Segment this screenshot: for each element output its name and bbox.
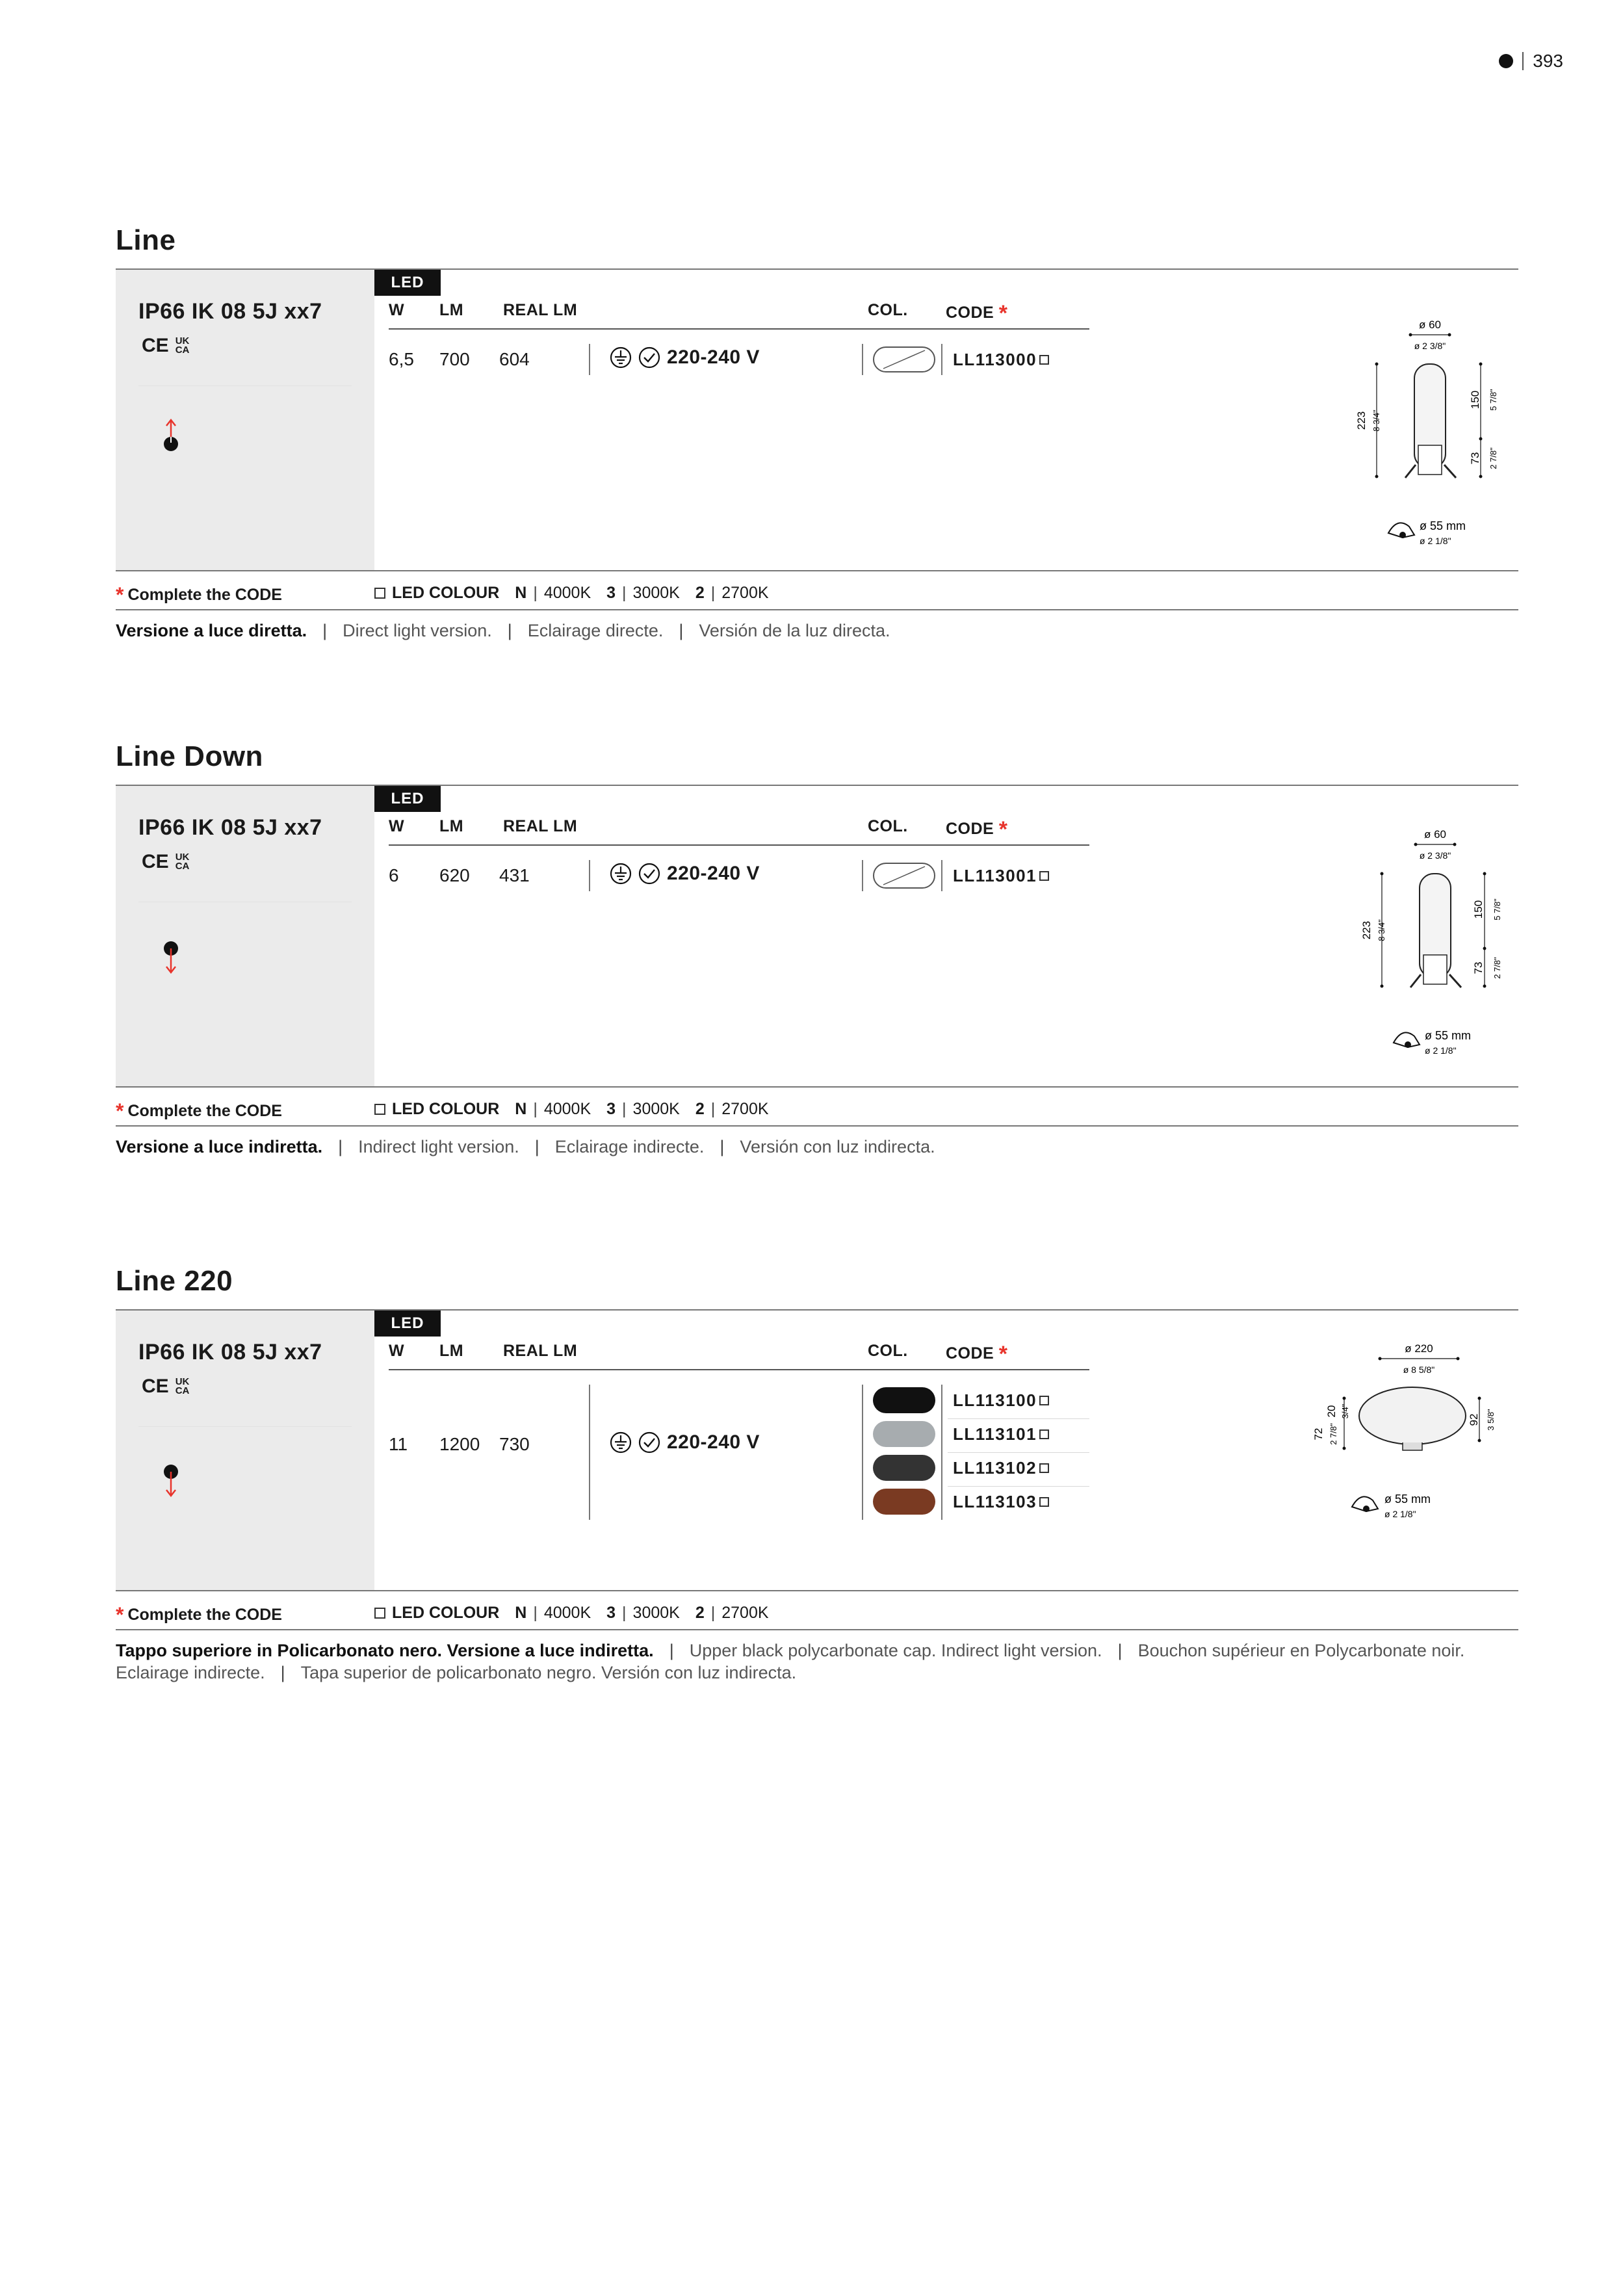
dim-h1-in: 5 7/8" (1488, 389, 1498, 411)
dim-hole-mm: ø 55 mm (1420, 519, 1466, 532)
voltage: 220-240 V (610, 346, 760, 369)
divider (138, 385, 352, 386)
led-tag: LED (374, 786, 441, 812)
description: Versione a luce diretta. | Direct light version. | Eclairage directe. | Versión de la luz directa. (116, 621, 890, 640)
dim-h2-mm: 73 (1469, 452, 1481, 465)
ce-mark: CE (142, 851, 169, 872)
product-section-line (116, 224, 1518, 666)
complete-code-note: * Complete the CODE (116, 1099, 282, 1123)
divider (589, 1385, 590, 1520)
divider (389, 1369, 1089, 1370)
asterisk-icon: * (116, 583, 124, 607)
ip-rating: IP66 IK 08 5J xx7 (138, 815, 322, 840)
col-header-code: CODE * (946, 817, 1008, 842)
dim-h1-in: 5 7/8" (1492, 898, 1502, 920)
ukca-mark: UK CA (175, 852, 190, 872)
col-header-w: W (389, 301, 405, 319)
divider (389, 328, 1089, 330)
code-placeholder-box (374, 1608, 385, 1619)
divider (116, 609, 1518, 610)
divider (948, 1486, 1089, 1487)
asterisk-icon: * (998, 1342, 1008, 1366)
led-tag: LED (374, 1311, 441, 1337)
col-header-col: COL. (868, 817, 908, 835)
col-header-code: CODE * (946, 1342, 1008, 1366)
ip-rating: IP66 IK 08 5J xx7 (138, 1340, 322, 1364)
asterisk-icon: * (116, 1099, 124, 1123)
section-title: Line 220 (116, 1265, 233, 1297)
value-real-lm: 604 (499, 349, 530, 369)
voltage: 220-240 V (610, 1431, 760, 1454)
divider (862, 860, 863, 891)
col-header-lm: LM (439, 301, 464, 319)
dim-c-in: 3 5/8" (1486, 1409, 1496, 1431)
earth-ground-icon (610, 863, 632, 885)
colour-swatch-corten (873, 1489, 935, 1515)
spec-panel (116, 270, 374, 570)
dim-top-mm: ø 60 (1423, 828, 1447, 841)
value-w: 11 (389, 1434, 408, 1454)
certification-marks (142, 335, 189, 357)
dim-height-in: 8 3/4" (1377, 919, 1386, 941)
section-title: Line Down (116, 740, 263, 772)
complete-code-note: * Complete the CODE (116, 1603, 282, 1626)
divider (941, 860, 942, 891)
dim-top-mm: ø 60 (1418, 319, 1442, 331)
col-header-col: COL. (868, 301, 908, 319)
divider (941, 1385, 942, 1520)
product-section-line-220 (116, 1265, 1518, 1720)
col-header-real-lm: REAL LM (503, 1342, 578, 1360)
dim-top-in: ø 2 3/8" (1419, 850, 1451, 861)
dimension-drawing (1338, 315, 1520, 562)
drill-hole-icon (1394, 1032, 1420, 1048)
section-title: Line (116, 224, 176, 256)
colour-swatch-black (873, 1387, 935, 1413)
value-w: 6,5 (389, 349, 414, 369)
divider (116, 1086, 1518, 1088)
dim-a-in: 2 7/8" (1329, 1423, 1338, 1445)
bullet-icon (1499, 54, 1513, 68)
certification-marks (142, 1376, 189, 1398)
col-header-real-lm: REAL LM (503, 301, 578, 319)
ce-mark: CE (142, 1376, 169, 1397)
indirect-light-down-icon (161, 937, 181, 976)
divider (862, 1385, 863, 1520)
product-code: LL113100 (953, 1390, 1049, 1411)
dim-h2-in: 2 7/8" (1488, 447, 1498, 469)
product-code: LL113103 (953, 1492, 1049, 1512)
check-circle-icon (638, 863, 660, 885)
voltage: 220-240 V (610, 863, 760, 885)
dim-c-mm: 92 (1468, 1413, 1480, 1426)
code-placeholder-box (374, 1104, 385, 1115)
code-placeholder-box (1039, 1463, 1049, 1473)
divider (948, 1418, 1089, 1419)
dimension-drawing (1338, 825, 1520, 1072)
value-lm: 700 (439, 349, 470, 369)
earth-ground-icon (610, 1431, 632, 1454)
earth-ground-icon (610, 346, 632, 369)
dim-hole-in: ø 2 1/8" (1420, 536, 1451, 546)
certification-marks (142, 851, 189, 873)
dimension-drawing (1273, 1337, 1520, 1532)
led-colour-options: LED COLOUR N | 4000K 3 | 3000K 2 | 2700K (374, 584, 769, 603)
dim-hole-mm: ø 55 mm (1425, 1029, 1472, 1042)
divider (389, 844, 1089, 846)
page-number-value: 393 (1533, 51, 1563, 71)
product-code: LL113000 (953, 350, 1049, 370)
led-colour-options: LED COLOUR N | 4000K 3 | 3000K 2 | 2700K (374, 1100, 769, 1119)
dim-h2-in: 2 7/8" (1492, 957, 1502, 979)
dim-top-in: ø 2 3/8" (1414, 341, 1446, 351)
check-circle-icon (638, 1431, 660, 1454)
colour-swatch-transparent (873, 863, 935, 889)
ukca-mark: UK CA (175, 1376, 190, 1396)
dim-height-in: 8 3/4" (1371, 410, 1381, 432)
asterisk-icon: * (998, 301, 1008, 326)
description: Tappo superiore in Policarbonato nero. Versione a luce indiretta. | Upper black polycarbonate cap. Indirect light version. | Bouchon supérieur en Polycarbonate noir. Eclairage indirecte. | Tapa superior de policarbonato negro. Versión con luz indirecta. (116, 1641, 1465, 1682)
colour-swatch-grey (873, 1421, 935, 1447)
dim-hole-in: ø 2 1/8" (1384, 1509, 1416, 1519)
spec-panel (116, 786, 374, 1086)
dim-h2-mm: 73 (1472, 961, 1485, 974)
check-circle-icon (638, 346, 660, 369)
ukca-mark: UK CA (175, 335, 190, 356)
colour-swatch-anthracite (873, 1455, 935, 1481)
dim-b-mm: 20 (1325, 1405, 1338, 1418)
led-tag: LED (374, 270, 441, 296)
divider (948, 1452, 1089, 1453)
dim-a-mm: 72 (1312, 1428, 1325, 1441)
product-code: LL113101 (953, 1424, 1049, 1444)
dim-hole-mm: ø 55 mm (1384, 1493, 1431, 1506)
divider (941, 344, 942, 375)
indirect-light-down-icon (161, 1460, 181, 1499)
code-placeholder-box (1039, 1396, 1049, 1405)
value-real-lm: 730 (499, 1434, 530, 1454)
dim-top-mm: ø 220 (1405, 1342, 1433, 1355)
led-colour-options: LED COLOUR N | 4000K 3 | 3000K 2 | 2700K (374, 1604, 769, 1623)
dim-height-mm: 223 (1360, 920, 1373, 940)
drill-hole-icon (1388, 523, 1414, 538)
code-placeholder-box (1039, 355, 1049, 365)
direct-light-up-icon (161, 417, 181, 456)
ce-mark: CE (142, 335, 169, 356)
dim-height-mm: 223 (1355, 411, 1368, 430)
page-number (1499, 51, 1563, 72)
col-header-col: COL. (868, 1342, 908, 1360)
col-header-w: W (389, 817, 405, 835)
col-header-w: W (389, 1342, 405, 1360)
dim-b-in: 3/4" (1340, 1403, 1350, 1419)
code-placeholder-box (1039, 1497, 1049, 1507)
drill-hole-icon (1352, 1496, 1378, 1512)
divider (116, 570, 1518, 571)
product-code: LL113001 (953, 866, 1049, 886)
value-lm: 1200 (439, 1434, 480, 1454)
dim-h1-mm: 150 (1469, 390, 1481, 410)
value-real-lm: 431 (499, 865, 530, 885)
col-header-code: CODE * (946, 301, 1008, 326)
col-header-lm: LM (439, 1342, 464, 1360)
description: Versione a luce indiretta. | Indirect light version. | Eclairage indirecte. | Versión con luz indirecta. (116, 1137, 935, 1156)
value-w: 6 (389, 865, 399, 885)
spec-panel (116, 1311, 374, 1590)
divider (589, 344, 590, 375)
dim-hole-in: ø 2 1/8" (1425, 1045, 1457, 1056)
divider (1522, 52, 1524, 70)
asterisk-icon: * (116, 1603, 124, 1626)
ip-rating: IP66 IK 08 5J xx7 (138, 299, 322, 324)
value-lm: 620 (439, 865, 470, 885)
divider (589, 860, 590, 891)
col-header-real-lm: REAL LM (503, 817, 578, 835)
code-placeholder-box (374, 588, 385, 599)
dim-top-in: ø 8 5/8" (1403, 1364, 1435, 1375)
col-header-lm: LM (439, 817, 464, 835)
code-placeholder-box (1039, 871, 1049, 881)
divider (116, 1590, 1518, 1591)
complete-code-note: * Complete the CODE (116, 583, 282, 607)
code-placeholder-box (1039, 1429, 1049, 1439)
product-section-line-down (116, 740, 1518, 1182)
product-code: LL113102 (953, 1458, 1049, 1478)
divider (116, 1125, 1518, 1127)
colour-swatch-transparent (873, 346, 935, 372)
dim-h1-mm: 150 (1472, 900, 1485, 919)
divider (116, 1629, 1518, 1630)
divider (862, 344, 863, 375)
divider (138, 1426, 352, 1427)
asterisk-icon: * (998, 817, 1008, 842)
